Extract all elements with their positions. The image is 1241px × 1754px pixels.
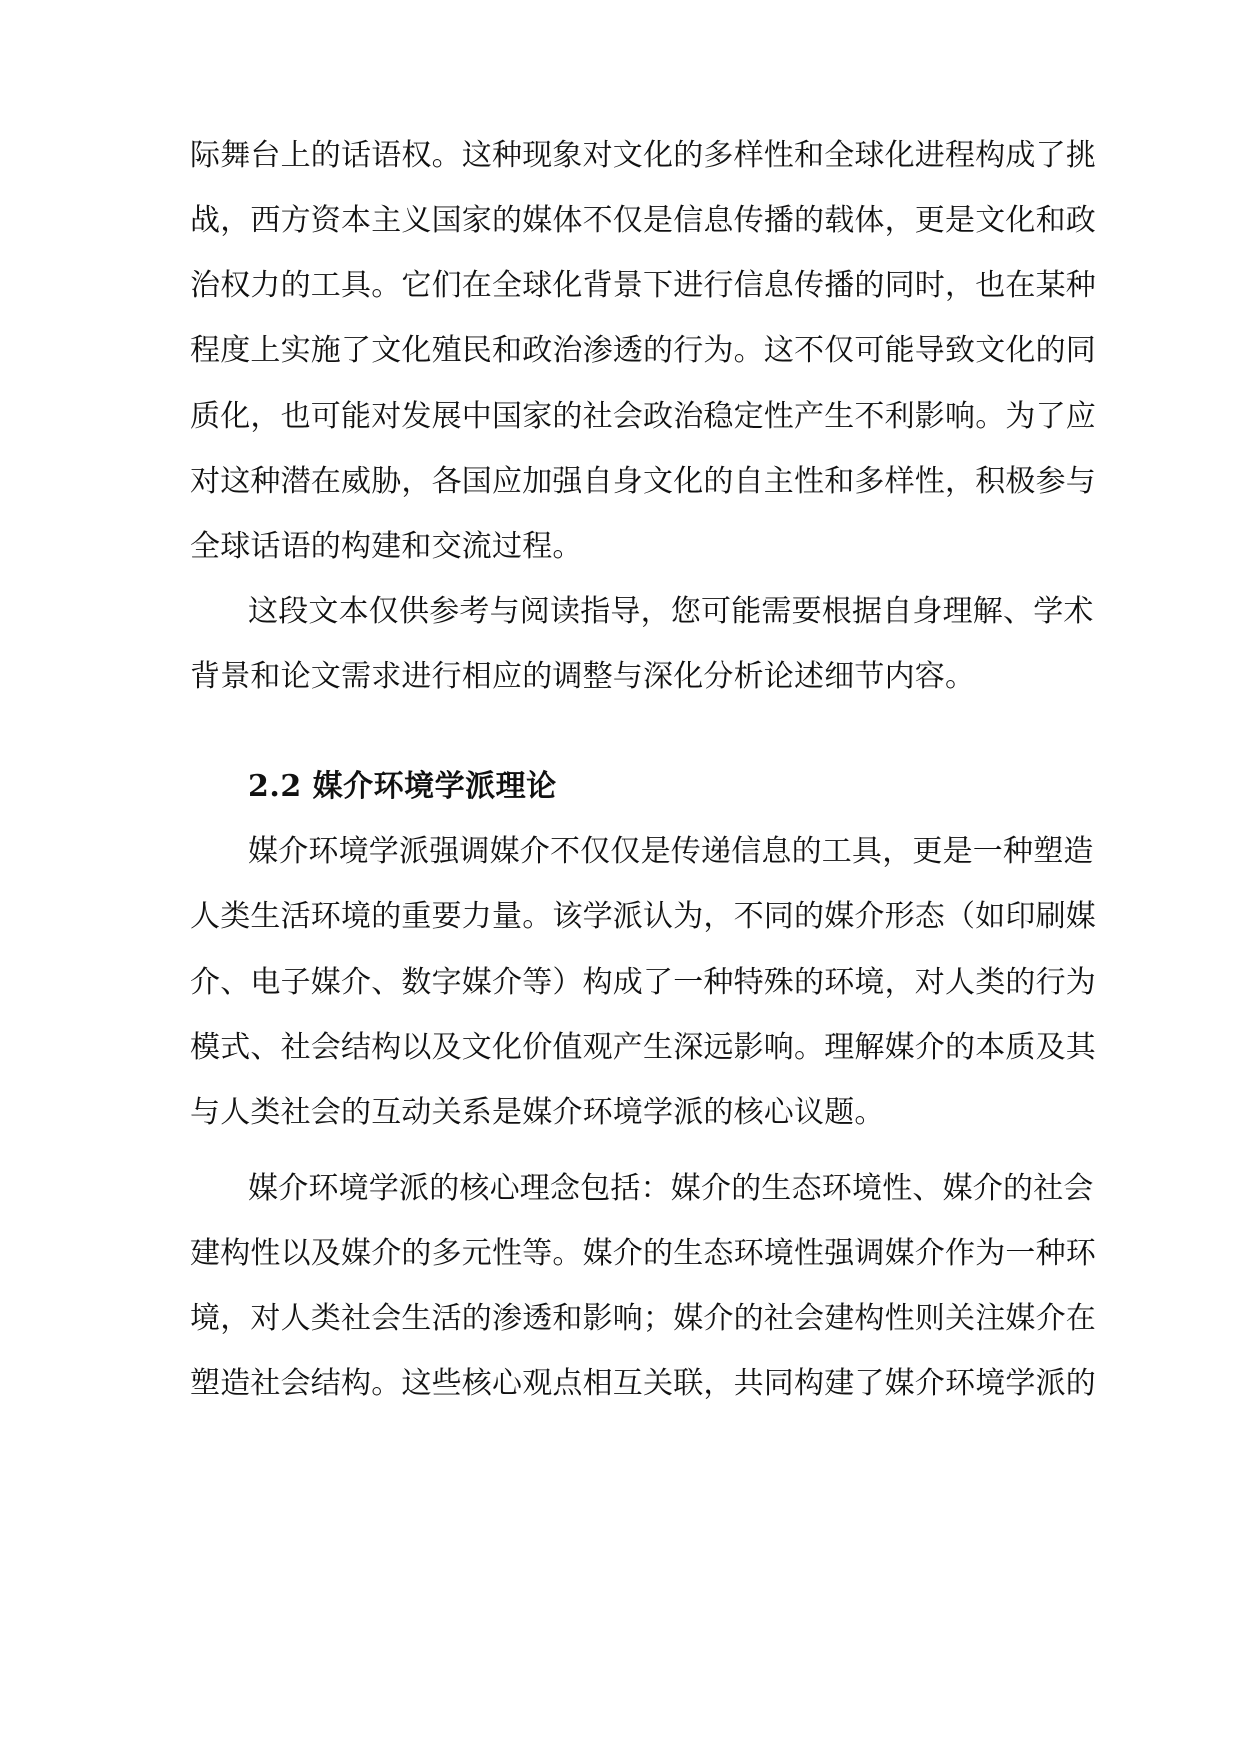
paragraph-line: 介、电子媒介、数字媒介等）构成了一种特殊的环境，对人类的行为 xyxy=(190,965,1096,1000)
paragraph-line: 人类生活环境的重要力量。该学派认为，不同的媒介形态（如印刷媒 xyxy=(190,899,1096,934)
paragraph-line: 际舞台上的话语权。这种现象对文化的多样性和全球化进程构成了挑 xyxy=(190,138,1096,173)
paragraph-line: 对这种潜在威胁，各国应加强自身文化的自主性和多样性，积极参与 xyxy=(190,464,1096,499)
paragraph-line: 塑造社会结构。这些核心观点相互关联，共同构建了媒介环境学派的 xyxy=(190,1366,1096,1401)
paragraph-line: 模式、社会结构以及文化价值观产生深远影响。理解媒介的本质及其 xyxy=(190,1030,1096,1065)
paragraph-line: 媒介环境学派强调媒介不仅仅是传递信息的工具，更是一种塑造 xyxy=(248,834,1094,869)
paragraph-line: 程度上实施了文化殖民和政治渗透的行为。这不仅可能导致文化的同 xyxy=(190,333,1096,368)
paragraph-line: 全球话语的构建和交流过程。 xyxy=(190,529,583,564)
paragraph-line: 这段文本仅供参考与阅读指导，您可能需要根据自身理解、学术 xyxy=(248,594,1094,629)
paragraph-line: 战，西方资本主义国家的媒体不仅是信息传播的载体，更是文化和政 xyxy=(190,203,1096,238)
paragraph-line: 质化，也可能对发展中国家的社会政治稳定性产生不利影响。为了应 xyxy=(190,399,1096,434)
paragraph-line: 与人类社会的互动关系是媒介环境学派的核心议题。 xyxy=(190,1095,885,1130)
paragraph-line: 治权力的工具。它们在全球化背景下进行信息传播的同时，也在某种 xyxy=(190,268,1096,303)
paragraph-line: 背景和论文需求进行相应的调整与深化分析论述细节内容。 xyxy=(190,659,976,694)
paragraph-line: 建构性以及媒介的多元性等。媒介的生态环境性强调媒介作为一种环 xyxy=(190,1236,1096,1271)
paragraph-line: 境，对人类社会生活的渗透和影响；媒介的社会建构性则关注媒介在 xyxy=(190,1301,1096,1336)
paragraph-line: 媒介环境学派的核心理念包括：媒介的生态环境性、媒介的社会 xyxy=(248,1171,1094,1206)
section-heading: 2.2 媒介环境学派理论 xyxy=(248,769,557,804)
